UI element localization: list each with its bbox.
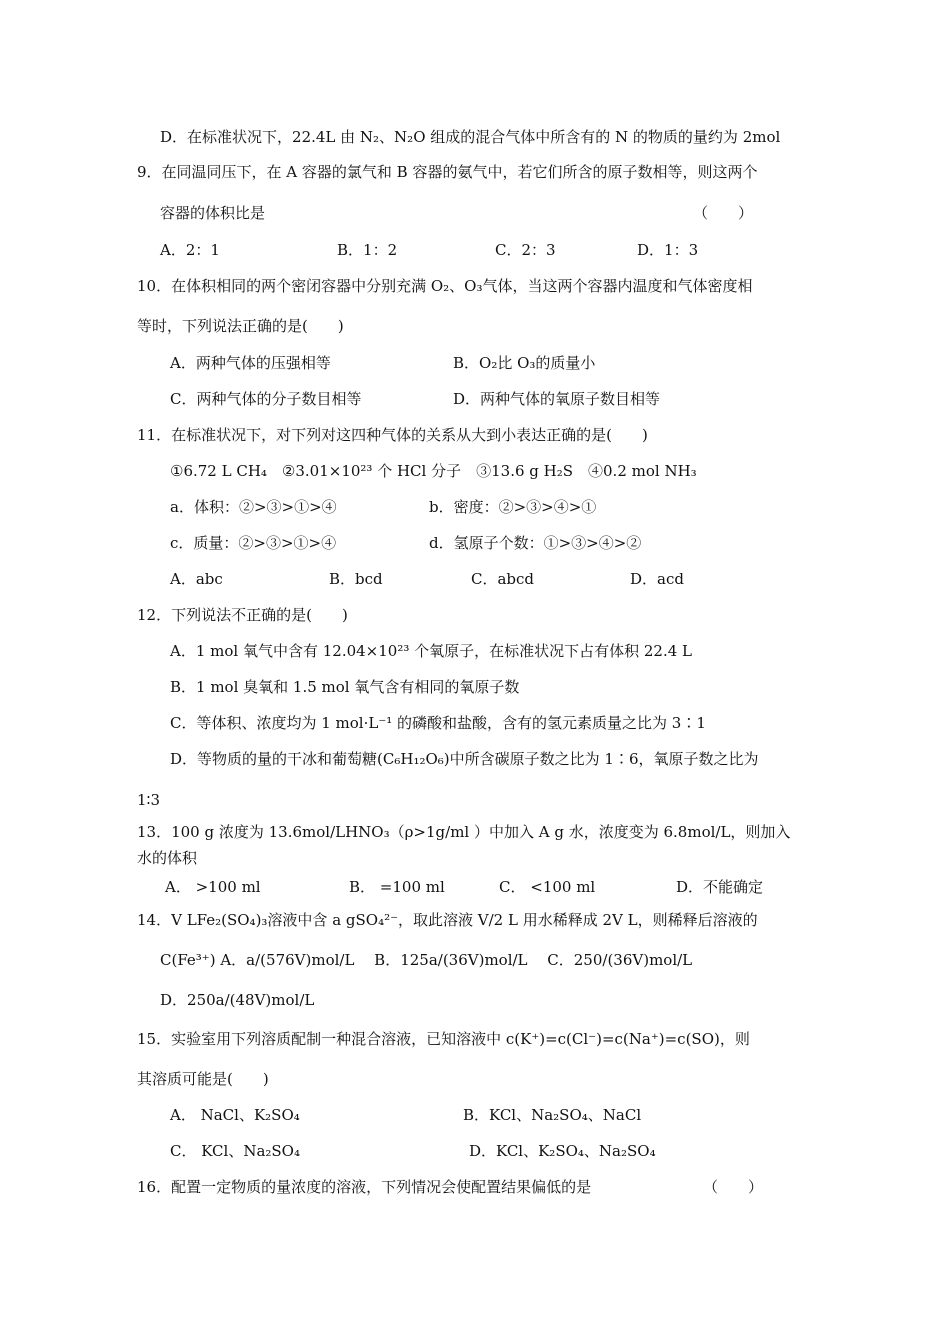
q15-stem-line1: 15．实验室用下列溶质配制一种混合溶液，已知溶液中 c(K⁺)=c(Cl⁻)=c(Na⁺)=c(SO)，则	[137, 1030, 750, 1048]
q10-stem-line2: 等时，下列说法正确的是( )	[137, 317, 344, 335]
q12-option-d-line1: D．等物质的量的干冰和葡萄糖(C₆H₁₂O₆)中所含碳原子数之比为 1∶6，氧原子数之比为	[170, 750, 759, 768]
q15-option-d: D．KCl、K₂SO₄、Na₂SO₄	[469, 1142, 656, 1160]
q15-option-b: B．KCl、Na₂SO₄、NaCl	[463, 1106, 642, 1124]
q9-answer-paren: （ ）	[693, 204, 754, 222]
q13-option-d: D．不能确定	[676, 878, 764, 896]
q11-statement-c: c．质量：②>③>①>④	[170, 534, 337, 552]
q12-option-c: C．等体积、浓度均为 1 mol·L⁻¹ 的磷酸和盐酸，含有的氢元素质量之比为 3∶1	[170, 714, 706, 732]
q9-option-a: A．2：1	[160, 241, 220, 259]
q14-stem-line1: 14．V LFe₂(SO₄)₃溶液中含 a gSO₄²⁻，取此溶液 V/2 L 用水稀释成 2V L，则稀释后溶液的	[137, 911, 758, 929]
q11-statement-b: b．密度：②>③>④>①	[429, 498, 597, 516]
q11-option-c: C．abcd	[471, 570, 535, 588]
q11-option-d: D．acd	[630, 570, 684, 588]
q13-stem-line2: 水的体积	[137, 849, 198, 867]
q12-stem: 12．下列说法不正确的是( )	[137, 606, 348, 624]
q10-option-a: A．两种气体的压强相等	[170, 354, 331, 372]
q15-stem-line2: 其溶质可能是( )	[137, 1070, 269, 1088]
q10-stem-line1: 10．在体积相同的两个密闭容器中分别充满 O₂、O₃气体，当这两个容器内温度和气体密度相	[137, 277, 753, 295]
q12-option-b: B．1 mol 臭氧和 1.5 mol 氧气含有相同的氧原子数	[170, 678, 520, 696]
q9-option-d: D．1：3	[637, 241, 699, 259]
q10-option-c: C．两种气体的分子数目相等	[170, 390, 362, 408]
q16-answer-paren: （ ）	[703, 1178, 764, 1196]
q12-option-d-line2: 1∶3	[137, 791, 160, 809]
q12-option-a: A．1 mol 氧气中含有 12.04×10²³ 个氧原子，在标准状况下占有体积 22.4 L	[170, 642, 693, 660]
q15-option-c: C． KCl、Na₂SO₄	[170, 1142, 300, 1160]
q8-option-d: D．在标准状况下，22.4L 由 N₂、N₂O 组成的混合气体中所含有的 N 的物质的量约为 2mol	[160, 128, 781, 146]
q11-option-a: A．abc	[170, 570, 223, 588]
q11-statement-d: d．氢原子个数：①>③>④>②	[429, 534, 642, 552]
q13-option-c: C． <100 ml	[499, 878, 596, 896]
q10-option-d: D．两种气体的氧原子数目相等	[453, 390, 661, 408]
q13-stem-line1: 13．100 g 浓度为 13.6mol/LHNO₃（ρ>1g/ml ）中加入 A g 水，浓度变为 6.8mol/L，则加入	[137, 823, 791, 841]
q9-stem-line2: 容器的体积比是	[160, 204, 266, 222]
q15-option-a: A． NaCl、K₂SO₄	[170, 1106, 300, 1124]
q9-option-c: C．2：3	[495, 241, 556, 259]
q16-stem: 16．配置一定物质的量浓度的溶液，下列情况会使配置结果偏低的是	[137, 1178, 592, 1196]
q11-option-b: B．bcd	[329, 570, 383, 588]
q9-option-b: B．1：2	[337, 241, 398, 259]
q9-stem-line1: 9．在同温同压下，在 A 容器的氯气和 B 容器的氨气中，若它们所含的原子数相等，则这两个	[137, 163, 758, 181]
q11-stem: 11．在标准状况下，对下列对这四种气体的关系从大到小表达正确的是( )	[137, 426, 648, 444]
q11-statement-a: a．体积：②>③>①>④	[170, 498, 337, 516]
q11-items: ①6.72 L CH₄ ②3.01×10²³ 个 HCl 分子 ③13.6 g H₂S ④0.2 mol NH₃	[170, 462, 697, 480]
q13-option-b: B． =100 ml	[349, 878, 445, 896]
q14-option-d: D．250a/(48V)mol/L	[160, 991, 315, 1009]
q10-option-b: B．O₂比 O₃的质量小	[453, 354, 596, 372]
q14-stem-line2: C(Fe³⁺) A．a/(576V)mol/L B．125a/(36V)mol/L C．250/(36V)mol/L	[160, 951, 693, 969]
q13-option-a: A． >100 ml	[165, 878, 261, 896]
